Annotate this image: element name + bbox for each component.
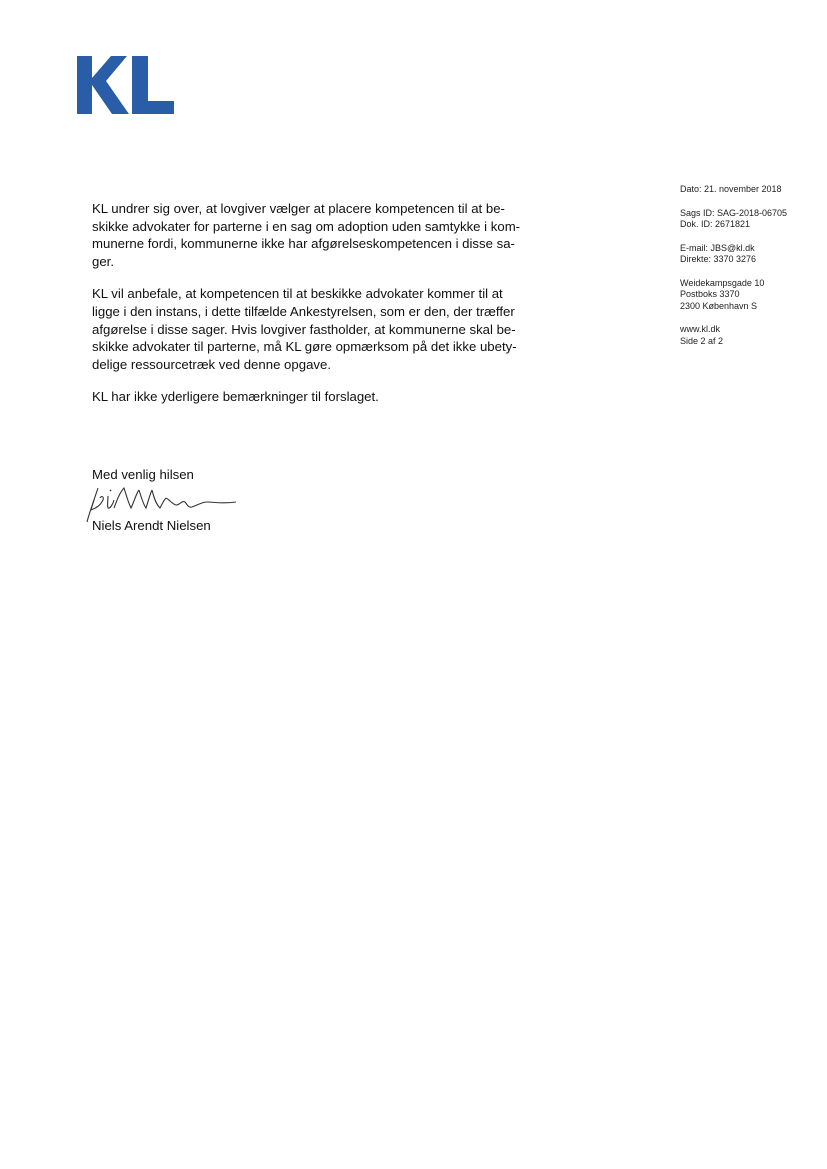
body-line: munerne fordi, kommunerne ikke har afgørelseskompetencen i disse sa-: [92, 236, 515, 252]
signer-name: Niels Arendt Nielsen: [92, 518, 211, 533]
page-number: Side 2 af 2: [680, 335, 724, 346]
contact-group: [680, 243, 820, 266]
address-line-3: 2300 København S: [680, 300, 758, 311]
paragraph-3: [92, 388, 562, 406]
paragraph-1: [92, 200, 562, 270]
body-line: KL undrer sig over, at lovgiver vælger at placere kompetencen til at be-: [92, 201, 505, 216]
case-id-text: Sags ID: SAG-2018-06705: [680, 207, 788, 218]
address-line-2: Postboks 3370: [680, 289, 740, 299]
date-text: Dato: 21. november 2018: [680, 184, 782, 194]
body-line: KL vil anbefale, at kompetencen til at beskikke advokater kommer til at: [92, 286, 503, 302]
address-group: [680, 278, 820, 313]
date-group: [680, 184, 820, 196]
body-line: ligge i den instans, i dette tilfælde Ankestyrelsen, som er den, der træffer: [92, 303, 515, 319]
body-line: KL har ikke yderligere bemærkninger til forslaget.: [92, 389, 379, 405]
closing-greeting: Med venlig hilsen: [92, 467, 194, 482]
web-page-group: [680, 324, 820, 347]
document-id-text: Dok. ID: 2671821: [680, 219, 751, 229]
kl-logo: [77, 56, 177, 116]
website-link[interactable]: www.kl.dk: [680, 324, 721, 334]
body-line: afgørelse i disse sager. Hvis lovgiver fastholder, at kommunerne skal be-: [92, 321, 516, 337]
body-line: skikke advokater for parterne i en sag om adoption uden samtykke i kom-: [92, 218, 521, 234]
kl-logo-mark: [77, 56, 177, 116]
direct-phone-text: Direkte: 3370 3276: [680, 254, 757, 264]
paragraph-2: [92, 285, 562, 373]
email-text: E-mail: JBS@kl.dk: [680, 242, 755, 253]
letter-body: [92, 200, 562, 421]
reference-group: [680, 208, 820, 231]
body-line: ger.: [92, 253, 114, 269]
address-line-1: Weidekampsgade 10: [680, 277, 765, 288]
body-line: skikke advokater til parterne, må KL gøre opmærksom på det ikke ubety-: [92, 339, 517, 355]
sidebar-info: [680, 184, 820, 359]
body-line: delige ressourcetræk ved denne opgave.: [92, 356, 331, 372]
